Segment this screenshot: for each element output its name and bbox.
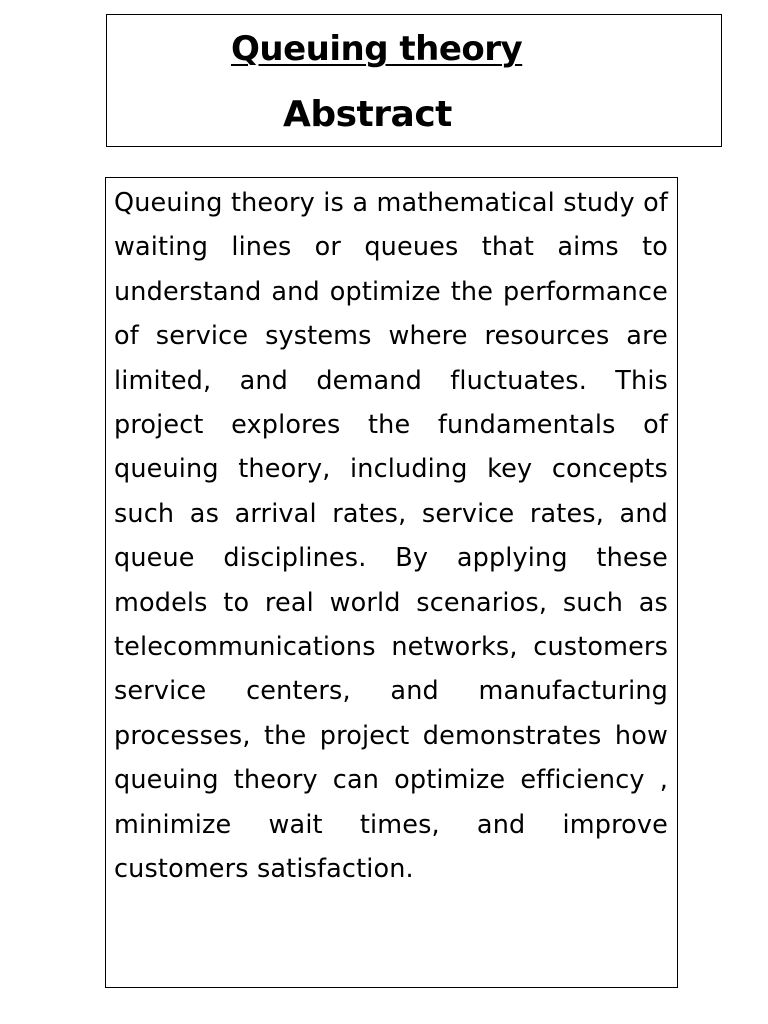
document-title: Queuing theory (231, 29, 523, 69)
abstract-box (105, 177, 678, 988)
abstract-paragraph: Queuing theory is a mathematical study of waiting lines or queues that aims to understand and optimize the performance of service systems where resources are limited, and demand fluctuates. This project explores the fundamentals of queuing theory, including key concepts such as arrival rates, service rates, and queue disciplines. By applying these models to real world scenarios, such as telecommunications networks, customers service centers, and manufacturing processes, the project demonstrates how queuing theory can optimize efficiency , minimize wait times, and improve customers satisfaction. (114, 188, 668, 885)
title-box (106, 14, 722, 147)
abstract-heading: Abstract (283, 94, 452, 135)
